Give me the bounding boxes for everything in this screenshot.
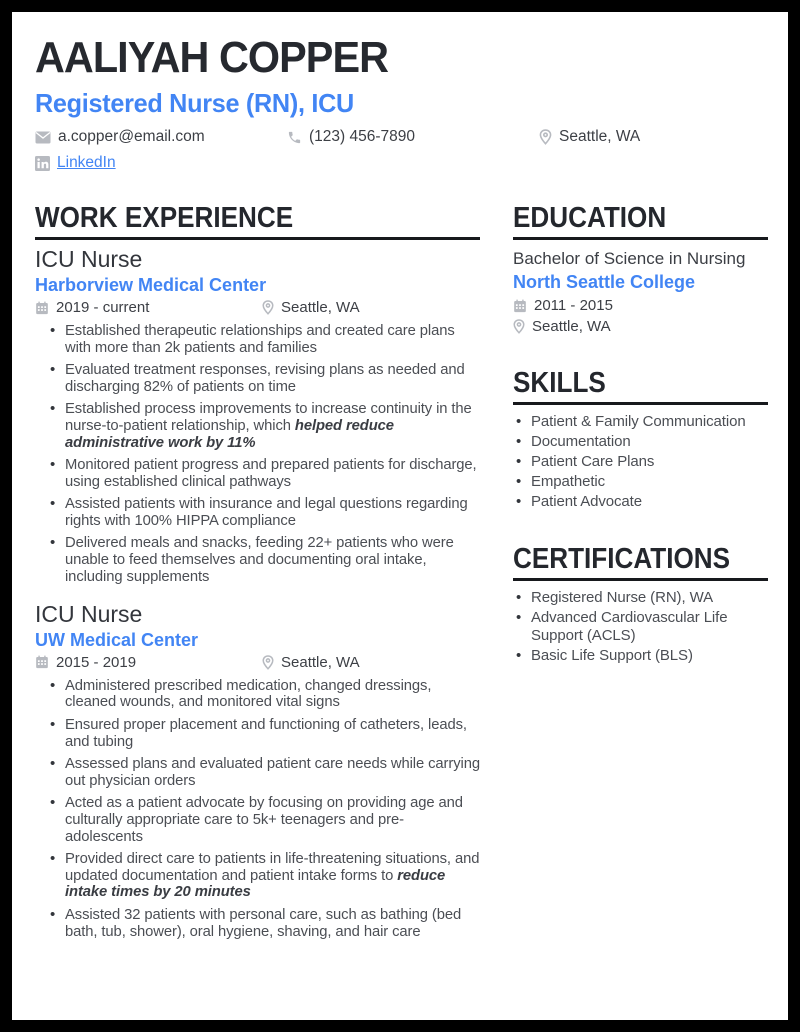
contact-phone-text: (123) 456-7890 [309, 128, 415, 145]
location-pin-icon [539, 129, 552, 145]
education-location [513, 318, 768, 335]
location-pin-icon [262, 300, 274, 315]
linkedin-icon [35, 156, 50, 171]
contact-email [35, 128, 287, 146]
job-location [262, 654, 360, 671]
certifications-section [513, 544, 768, 665]
job-location [262, 299, 360, 316]
certifications-list [516, 589, 768, 665]
calendar-icon [35, 301, 49, 315]
contact-row [35, 128, 768, 172]
education-dates-text: 2011 - 2015 [534, 297, 613, 314]
company-name: Harborview Medical Center [35, 275, 267, 295]
bullet-item: • Documentation [516, 433, 768, 451]
location-pin-icon [262, 655, 274, 670]
degree: Bachelor of Science in Nursing [513, 249, 746, 268]
bullet-item: • Ensured proper placement and functioning of catheters, leads, and tubing [50, 717, 480, 751]
left-column [35, 203, 480, 946]
right-column [513, 203, 768, 946]
calendar-icon [513, 299, 527, 313]
bullet-item: • Assessed plans and evaluated patient care needs while carrying out physician orders [50, 756, 480, 790]
contact-location [539, 128, 768, 146]
resume-body [35, 203, 768, 946]
bullet-item: • Established process improvements to increase continuity in the nurse-to-patient relationship, which helped reduce administrative work by 11% [50, 401, 480, 451]
calendar-icon [35, 655, 49, 669]
work-experience-heading: WORK EXPERIENCE [35, 203, 480, 240]
school-name: North Seattle College [513, 272, 696, 292]
bullet-item: • Assisted patients with insurance and legal questions regarding rights with 100% HIPPA compliance [50, 496, 480, 530]
resume-page [12, 12, 788, 1020]
bullet-item: • Evaluated treatment responses, revising plans as needed and discharging 82% of patients on time [50, 362, 480, 396]
bullet-item: • Patient Advocate [516, 493, 768, 511]
job-dates [35, 299, 262, 316]
job-meta [35, 654, 480, 671]
job-entry-2 [35, 601, 480, 941]
phone-icon [287, 130, 302, 145]
emphasized-text: reduce intake times by 20 minutes [65, 867, 446, 901]
linkedin-link[interactable]: LinkedIn [57, 154, 116, 171]
emphasized-text: helped reduce administrative work by 11% [65, 417, 394, 451]
job-meta [35, 299, 480, 316]
bullet-item: • Delivered meals and snacks, feeding 22+ patients who were unable to feed themselves and documenting oral intake, including supplements [50, 535, 480, 585]
contact-linkedin[interactable] [35, 154, 287, 172]
bullet-item: • Administered prescribed medication, changed dressings, cleaned wounds, and monitored vital signs [50, 678, 480, 712]
bullet-item: • Empathetic [516, 473, 768, 491]
skills-section [513, 368, 768, 511]
bullet-item: • Provided direct care to patients in life-threatening situations, and updated documentation and patient intake forms to reduce intake times by 20 minutes [50, 851, 480, 901]
bullet-item: • Established therapeutic relationships and created care plans with more than 2k patients and families [50, 323, 480, 357]
bullet-item: • Registered Nurse (RN), WA [516, 589, 768, 607]
skills-list [516, 413, 768, 511]
job-bullet-list [50, 678, 480, 941]
education-location-text: Seattle, WA [532, 318, 611, 335]
education-section [513, 203, 768, 335]
job-location-text: Seattle, WA [281, 299, 360, 316]
education-heading: EDUCATION [513, 203, 768, 240]
bullet-item: • Patient & Family Communication [516, 413, 768, 431]
resume-header [35, 33, 768, 172]
job-entry-1 [35, 246, 480, 586]
location-pin-icon [513, 319, 525, 334]
job-location-text: Seattle, WA [281, 653, 360, 671]
contact-location-text: Seattle, WA [559, 128, 641, 145]
education-dates [513, 297, 768, 314]
job-dates [35, 654, 262, 671]
contact-email-text: a.copper@email.com [58, 128, 205, 145]
contact-phone [287, 128, 539, 146]
job-title: ICU Nurse [35, 246, 143, 272]
bullet-item: • Acted as a patient advocate by focusing on providing age and culturally appropriate care to 5k+ teenagers and pre-adolescents [50, 795, 480, 845]
headline-title: Registered Nurse (RN), ICU [35, 88, 354, 118]
skills-heading: SKILLS [513, 368, 768, 405]
bullet-item: • Advanced Cardiovascular Life Support (ACLS) [516, 609, 768, 645]
bullet-item: • Basic Life Support (BLS) [516, 647, 768, 665]
education-meta [513, 297, 768, 335]
bullet-item: • Assisted 32 patients with personal care, such as bathing (bed bath, tub, shower), oral hygiene, shaving, and hair care [50, 907, 480, 941]
job-bullet-list [50, 323, 480, 586]
mail-icon [35, 131, 51, 144]
job-dates-text: 2019 - current [56, 299, 150, 316]
company-name: UW Medical Center [35, 629, 199, 650]
bullet-item: • Monitored patient progress and prepared patients for discharge, using established clinical pathways [50, 457, 480, 491]
person-name: AALIYAH COPPER [35, 33, 389, 82]
bullet-item: • Patient Care Plans [516, 453, 768, 471]
job-dates-text: 2015 - 2019 [56, 653, 137, 671]
certifications-heading: CERTIFICATIONS [513, 544, 768, 581]
job-title: ICU Nurse [35, 600, 143, 627]
